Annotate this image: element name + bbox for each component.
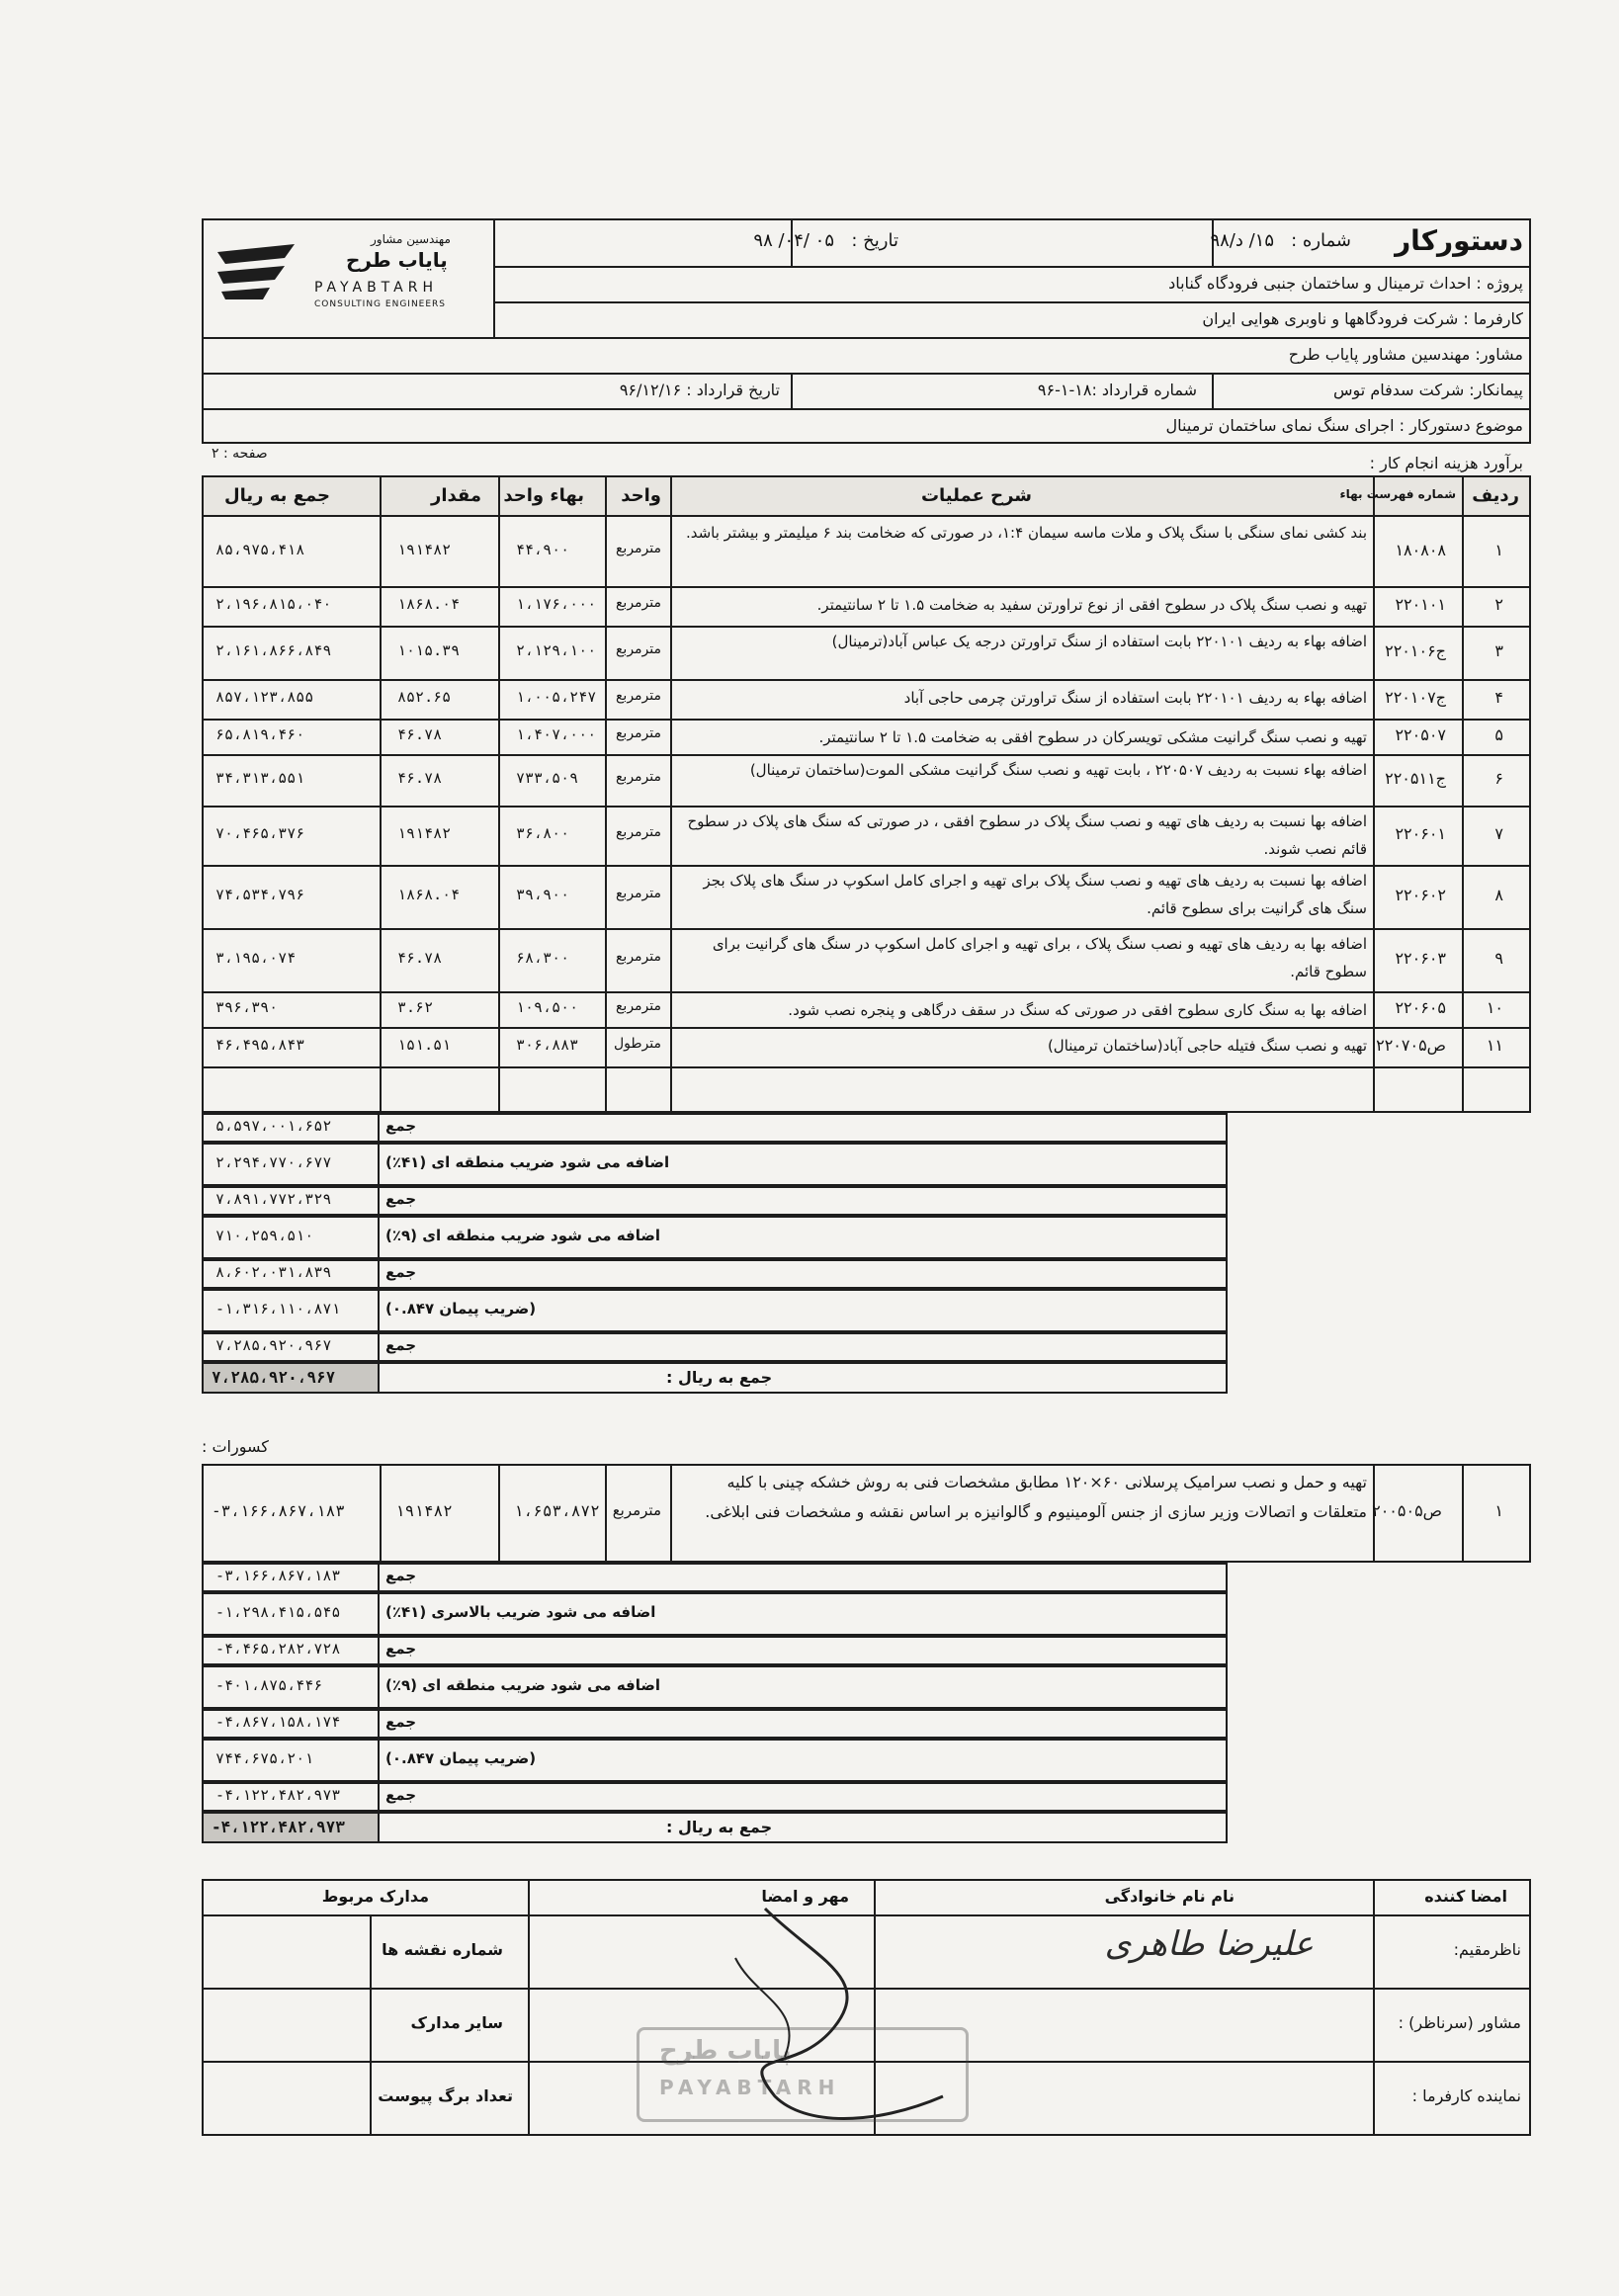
operation-desc: اضافه بها نسبت به ردیف های تهیه و نصب سنگ پلاک برای تهیه و اجرای کامل اسکوپ در سنگ های پلاک بجز سنگ های گرانیت برای سطوح قائم. (703, 872, 1367, 917)
unit-price: ۳۶،۸۰۰ (516, 824, 570, 842)
summary-value: ۷،۸۹۱،۷۷۲،۳۲۹ (215, 1190, 332, 1208)
header-qty: مقدار (430, 485, 481, 506)
row-number: ۱۰ (1486, 998, 1503, 1017)
unit: مترمربع (615, 688, 661, 704)
quantity: ۱۵۱.۵۱ (397, 1036, 452, 1054)
row-number: ۶ (1494, 769, 1503, 788)
summary-value: -۴۰۱،۸۷۵،۴۴۶ (215, 1676, 323, 1694)
quantity: ۱۸۶۸.۰۴ (397, 886, 461, 903)
row-total: ۲،۱۹۶،۸۱۵،۰۴۰ (215, 595, 332, 613)
price-list-code: ۲۲۰۶۰۵ (1395, 998, 1446, 1017)
operation-desc: تهیه و نصب سنگ فتیله حاجی آباد(ساختمان ترمینال) (1047, 1037, 1367, 1055)
summary-value: ۷۱۰،۲۵۹،۵۱۰ (215, 1227, 314, 1244)
row-total: ۳،۱۹۵،۰۷۴ (215, 949, 297, 967)
final-total-label: جمع به ریال : (666, 1368, 773, 1387)
unit-price: ۶۸،۳۰۰ (516, 949, 570, 967)
table-header (202, 475, 1531, 517)
sig-map-no: شماره نقشه ها (382, 1940, 503, 1959)
price-list-code: ۲۲۰۶۰۳ (1395, 949, 1446, 968)
unit-price: ۱،۰۰۵،۲۴۷ (516, 688, 597, 706)
row-total: ۸۵،۹۷۵،۴۱۸ (215, 541, 305, 558)
summary-value: ۸،۶۰۲،۰۳۱،۸۳۹ (215, 1263, 332, 1281)
row-total: ۷۰،۴۶۵،۳۷۶ (215, 824, 305, 842)
quantity: ۱۰۱۵.۳۹ (397, 641, 461, 659)
price-list-code: ۱۸۰۸۰۸ (1395, 541, 1446, 559)
summary-label: (ضریب پیمان ۰.۸۴۷) (385, 1300, 537, 1318)
summary-label: جمع (385, 1713, 417, 1731)
header-total: جمع به ریال (223, 485, 330, 506)
operation-desc: اضافه بهاء به ردیف ۲۲۰۱۰۱ بابت استفاده از سنگ تراورتن درجه یک عباس آباد(ترمینال) (831, 633, 1367, 650)
number-value: ۱۵/ د/۹۸ (1210, 230, 1274, 251)
unit: مترمربع (615, 949, 661, 965)
operation-desc: اضافه بها نسبت به ردیف های تهیه و نصب سنگ پلاک در سطوح افقی ، در صورتی که سنگ های پلاک در سطوح قائم نصب شوند. (687, 812, 1367, 858)
table-row (202, 991, 1531, 1027)
logo-sub-en: CONSULTING ENGINEERS (314, 299, 447, 309)
operation-desc: اضافه بهاء نسبت به ردیف ۲۲۰۵۰۷ ، بابت تهیه و نصب سنگ گرانیت مشکی الموت(ساختمان ترمینال) (749, 761, 1367, 779)
supervisor-signature: علیرضا طاهری (1104, 1924, 1314, 1964)
quantity: ۴۶.۷۸ (397, 725, 443, 743)
row-number: ۳ (1494, 641, 1503, 660)
table-row (202, 754, 1531, 806)
deduction-unit: مترمربع (612, 1501, 661, 1519)
summary-row (202, 1592, 1531, 1636)
row-total: ۸۵۷،۱۲۳،۸۵۵ (215, 688, 314, 706)
employer-line: کارفرما : شرکت فرودگاهها و ناوبری هوایی ایران (1202, 309, 1523, 328)
row-number: ۴ (1494, 688, 1503, 707)
final-total-row (202, 1812, 1531, 1843)
unit-price: ۱۰۹،۵۰۰ (516, 998, 579, 1016)
summary-value: -۴،۴۶۵،۲۸۲،۷۲۸ (215, 1640, 341, 1658)
row-total: ۲،۱۶۱،۸۶۶،۸۴۹ (215, 641, 332, 659)
table-row (202, 719, 1531, 754)
unit-price: ۳۹،۹۰۰ (516, 886, 570, 903)
summary-label: جمع (385, 1336, 417, 1354)
quantity: ۱۸۶۸.۰۴ (397, 595, 461, 613)
unit-price: ۲،۱۲۹،۱۰۰ (516, 641, 597, 659)
contract-number: شماره قرارداد :۱۸-۱-۹۶ (1037, 381, 1197, 399)
table-row (202, 586, 1531, 626)
unit: مترطول (614, 1036, 661, 1052)
summary-row (202, 1563, 1531, 1592)
summary-value: ۲،۲۹۴،۷۷۰،۶۷۷ (215, 1153, 332, 1171)
summary-value: ۷،۲۸۵،۹۲۰،۹۶۷ (215, 1336, 332, 1354)
logo-name-fa: پایاب طرح (346, 248, 448, 272)
header-row: ردیف (1472, 485, 1519, 506)
row-total: ۷۴،۵۳۴،۷۹۶ (215, 886, 305, 903)
quantity: ۱۹۱۴۸۲ (397, 541, 452, 558)
unit: مترمربع (615, 886, 661, 901)
unit: مترمربع (615, 595, 661, 611)
summary-row (202, 1782, 1531, 1812)
sig-employer-rep: نماینده کارفرما : (1411, 2086, 1521, 2105)
final-total-row (202, 1362, 1531, 1394)
deduction-total: -۳،۱۶۶،۸۶۷،۱۸۳ (212, 1501, 345, 1520)
deduction-qty: ۱۹۱۴۸۲ (395, 1501, 453, 1520)
doc-title: دستورکار (1395, 224, 1523, 257)
summary-label: اضافه می شود ضریب منطقه ای (۹٪) (385, 1676, 661, 1694)
deduction-desc: تهیه و حمل و نصب سرامیک پرسلانی ۶۰×۱۲۰ مطابق مشخصات فنی به روش خشکه چینی با کلیه متعلقات و اتصالات وزیر سازی از جنس آلومینیوم و گالوانیزه بر اساس نقشه و مشخصات فنی ابلاغی. (705, 1473, 1367, 1521)
final-total-label: جمع به ریال : (666, 1818, 773, 1836)
row-total: ۳۹۶،۳۹۰ (215, 998, 279, 1016)
sig-consultant: مشاور (سرناظر) : (1398, 2013, 1521, 2032)
summary-label: (ضریب پیمان ۰.۸۴۷) (385, 1749, 537, 1767)
operation-desc: اضافه بها به سنگ کاری سطوح افقی در صورتی که سنگ در سقف درگاهی و پنجره نصب شود. (788, 1001, 1367, 1019)
summary-row (202, 1216, 1531, 1259)
date-label: تاریخ : (851, 230, 898, 251)
price-list-code: ج۲۲۰۱۰۷ (1385, 688, 1446, 707)
contract-date: تاریخ قرارداد : ۹۶/۱۲/۱۶ (619, 381, 780, 399)
operation-desc: تهیه و نصب سنگ گرانیت مشکی تویسرکان در سطوح افقی به ضخامت ۱.۵ تا ۲ سانتیمتر. (818, 728, 1367, 746)
table-row (202, 806, 1531, 865)
summary-value: -۳،۱۶۶،۸۶۷،۱۸۳ (215, 1567, 341, 1584)
contractor-line: پیمانکار: شرکت سدفام توس (1333, 381, 1523, 399)
summary-label: جمع (385, 1786, 417, 1804)
sig-supervisor: ناظرمقیم: (1453, 1940, 1521, 1959)
quantity: ۱۹۱۴۸۲ (397, 824, 452, 842)
price-list-code: ص۲۲۰۷۰۵ (1376, 1036, 1446, 1055)
logo-small-text: مهندسین مشاور (371, 232, 451, 246)
table-row (202, 626, 1531, 679)
header-unit: واحد (621, 485, 661, 506)
summary-label: اضافه می شود ضریب منطقه ای (۹٪) (385, 1227, 661, 1244)
unit: مترمربع (615, 998, 661, 1014)
header-price: بهاء واحد (503, 485, 584, 506)
summary-label: جمع (385, 1263, 417, 1281)
unit-price: ۱،۱۷۶،۰۰۰ (516, 595, 597, 613)
unit: مترمربع (615, 541, 661, 556)
unit-price: ۷۳۳،۵۰۹ (516, 769, 579, 787)
subject-line: موضوع دستورکار : اجرای سنگ نمای ساختمان ترمینال (1165, 416, 1523, 435)
quantity: ۴۶.۷۸ (397, 949, 443, 967)
estimate-label: برآورد هزینه انجام کار : (1369, 454, 1523, 472)
summary-value: -۱،۳۱۶،۱۱۰،۸۷۱ (215, 1300, 341, 1318)
row-total: ۳۴،۳۱۳،۵۵۱ (215, 769, 305, 787)
unit-price: ۳۰۶،۸۸۳ (516, 1036, 579, 1054)
quantity: ۳.۶۲ (397, 998, 434, 1016)
summary-label: جمع (385, 1567, 417, 1584)
unit: مترمربع (615, 725, 661, 741)
sig-seal-header: مهر و امضا (761, 1887, 849, 1906)
summary-label: جمع (385, 1190, 417, 1208)
deduction-price: ۱،۶۵۳،۸۷۲ (514, 1501, 600, 1520)
table-row (202, 928, 1531, 991)
seal-scribble-icon (617, 1899, 973, 2136)
deduction-code: ص۲۰۰۵۰۵ (1372, 1501, 1442, 1520)
document-page (202, 218, 1531, 2159)
summary-row (202, 1332, 1531, 1362)
price-list-code: ۲۲۰۱۰۱ (1395, 595, 1446, 614)
header-desc: شرح عملیات (920, 485, 1032, 506)
summary-row (202, 1636, 1531, 1665)
unit-price: ۴۴،۹۰۰ (516, 541, 570, 558)
summary-row (202, 1665, 1531, 1709)
summary-value: -۴،۸۶۷،۱۵۸،۱۷۴ (215, 1713, 341, 1731)
quantity: ۸۵۲.۶۵ (397, 688, 452, 706)
summary-row (202, 1739, 1531, 1782)
row-total: ۴۶،۴۹۵،۸۴۳ (215, 1036, 305, 1054)
operation-desc: اضافه بها به ردیف های تهیه و نصب سنگ پلاک ، برای تهیه و اجرای کامل اسکوپ در سنگ های گرانیت برای سطوح قائم. (712, 935, 1367, 980)
summary-label: جمع (385, 1117, 417, 1135)
price-list-code: ۲۲۰۵۰۷ (1395, 725, 1446, 744)
unit: مترمربع (615, 769, 661, 785)
final-total-value: ۷،۲۸۵،۹۲۰،۹۶۷ (212, 1368, 336, 1387)
row-number: ۹ (1494, 949, 1503, 968)
operation-desc: اضافه بهاء به ردیف ۲۲۰۱۰۱ بابت استفاده از سنگ تراورتن چرمی حاجی آباد (903, 689, 1367, 707)
row-total: ۶۵،۸۱۹،۴۶۰ (215, 725, 305, 743)
signature-table (202, 1879, 1531, 2136)
deductions-title: کسورات : (202, 1437, 269, 1456)
summary-value: ۵،۵۹۷،۰۰۱،۶۵۲ (215, 1117, 332, 1135)
sig-signer-header: امضا کننده (1424, 1887, 1507, 1906)
row-number: ۱ (1494, 541, 1503, 559)
summary-value: ۷۴۴،۶۷۵،۲۰۱ (215, 1749, 314, 1767)
seal-name-en: PAYABTARH (659, 2076, 841, 2099)
final-total-value: -۴،۱۲۲،۴۸۲،۹۷۳ (212, 1818, 345, 1836)
summary-value: -۴،۱۲۲،۴۸۲،۹۷۳ (215, 1786, 341, 1804)
summary-row (202, 1113, 1531, 1143)
price-list-code: ج۲۲۰۵۱۱ (1385, 769, 1446, 788)
logo-name-en: PAYABTARH (314, 280, 438, 296)
summary-label: جمع (385, 1640, 417, 1658)
unit: مترمربع (615, 824, 661, 840)
date-value: ۹۸ /۰۴/ ۰۵ (753, 230, 834, 251)
summary-label: اضافه می شود ضریب بالاسری (۴۱٪) (385, 1603, 656, 1621)
row-number: ۸ (1494, 886, 1503, 904)
project-line: پروژه : احداث ترمینال و ساختمان جنبی فرودگاه گناباد (1168, 274, 1523, 293)
summary-row (202, 1259, 1531, 1289)
quantity: ۴۶.۷۸ (397, 769, 443, 787)
row-number: ۷ (1494, 824, 1503, 843)
row-number: ۲ (1494, 595, 1503, 614)
page-number: صفحه : ۲ (212, 446, 268, 462)
row-number: ۱۱ (1486, 1036, 1503, 1055)
price-list-code: ۲۲۰۶۰۱ (1395, 824, 1446, 843)
price-list-code: ۲۲۰۶۰۲ (1395, 886, 1446, 904)
row-number: ۵ (1494, 725, 1503, 744)
company-logo (208, 224, 489, 331)
sig-docs-header: مدارک مربوط (321, 1887, 429, 1906)
summary-value: -۱،۲۹۸،۴۱۵،۵۴۵ (215, 1603, 341, 1621)
number-label: شماره : (1291, 230, 1351, 251)
table-row (202, 865, 1531, 928)
table-row (202, 517, 1531, 586)
table-row (202, 1027, 1531, 1066)
logo-mark-icon (215, 242, 304, 301)
summary-label: اضافه می شود ضریب منطقه ای (۴۱٪) (385, 1153, 670, 1171)
consultant-line: مشاور: مهندسین مشاور پایاب طرح (1288, 345, 1523, 364)
deduction-row-number: ۱ (1494, 1501, 1503, 1520)
summary-row (202, 1143, 1531, 1186)
sig-other-docs: سایر مدارک (410, 2013, 503, 2032)
summary-row (202, 1709, 1531, 1739)
seal-name-fa: پایاب طرح (659, 2036, 792, 2066)
deductions-table (202, 1464, 1531, 1879)
price-list-code: ج۲۲۰۱۰۶ (1385, 641, 1446, 660)
summary-row (202, 1186, 1531, 1216)
summary-row (202, 1289, 1531, 1332)
operation-desc: تهیه و نصب سنگ پلاک در سطوح افقی از نوع تراورتن سفید به ضخامت ۱.۵ تا ۲ سانتیمتر. (816, 596, 1367, 614)
header-code: شماره فهرست بهاء (1339, 487, 1456, 501)
sig-family-header: نام نام خانوادگی (1104, 1887, 1235, 1906)
unit: مترمربع (615, 641, 661, 657)
operation-desc: بند کشی نمای سنگی با سنگ پلاک و ملات ماسه سیمان ۱:۴، در صورتی که ضخامت بند ۶ میلیمتر و بیشتر باشد. (685, 524, 1367, 542)
sig-attachments: تعداد برگ پیوست (378, 2086, 513, 2105)
unit-price: ۱،۴۰۷،۰۰۰ (516, 725, 597, 743)
table-row (202, 679, 1531, 719)
